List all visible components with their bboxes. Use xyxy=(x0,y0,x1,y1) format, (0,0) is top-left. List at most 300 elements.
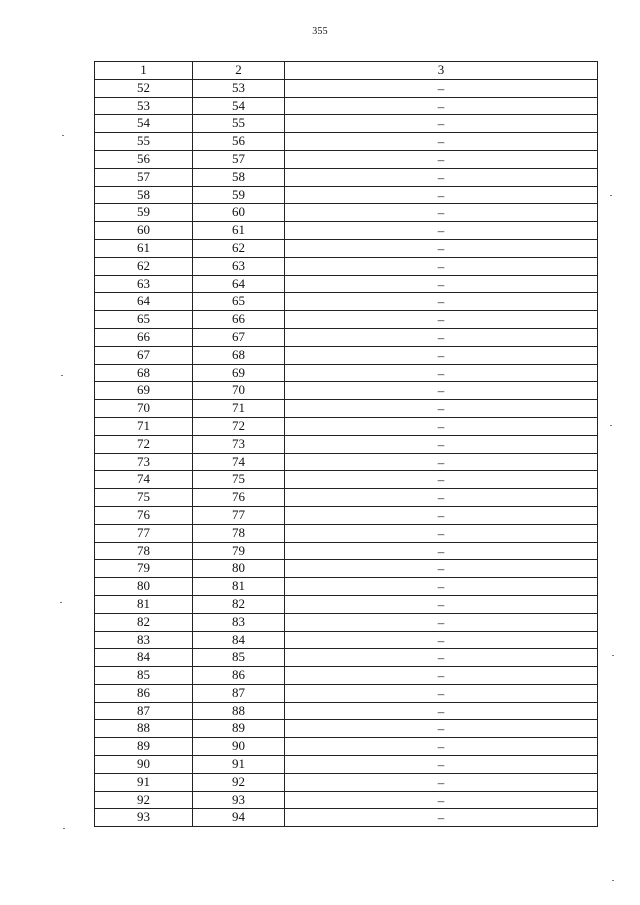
table-row xyxy=(95,791,598,809)
table-row xyxy=(95,311,598,329)
table-cell-col-3 xyxy=(285,115,598,133)
dash-value: – xyxy=(437,490,445,506)
table-cell-col-3 xyxy=(285,684,598,702)
cell-value: 52 xyxy=(137,79,150,95)
cell-value: 61 xyxy=(232,222,245,238)
table-row xyxy=(95,293,598,311)
table-row xyxy=(95,773,598,791)
table-cell-col-3 xyxy=(285,79,598,97)
table-cell-col-2 xyxy=(193,417,285,435)
table-header-row xyxy=(95,62,598,80)
table-cell-col-1 xyxy=(95,773,193,791)
table-cell-col-3 xyxy=(285,257,598,275)
table-cell-col-2 xyxy=(193,471,285,489)
table-cell-col-3 xyxy=(285,560,598,578)
dash-value: – xyxy=(437,169,445,185)
table-cell-col-2 xyxy=(193,631,285,649)
table-row xyxy=(95,382,598,400)
table-cell-col-1 xyxy=(95,738,193,756)
table-cell-col-1 xyxy=(95,293,193,311)
table-row xyxy=(95,720,598,738)
table-cell-col-1 xyxy=(95,97,193,115)
cell-value: 78 xyxy=(137,542,150,558)
table-cell-col-1 xyxy=(95,542,193,560)
table-cell-col-2 xyxy=(193,222,285,240)
cell-value: 75 xyxy=(232,471,245,487)
table-cell-col-2 xyxy=(193,489,285,507)
dash-value: – xyxy=(437,258,445,274)
scan-speck xyxy=(60,602,62,603)
cell-value: 60 xyxy=(137,222,150,238)
table-cell-col-3 xyxy=(285,293,598,311)
cell-value: 58 xyxy=(137,186,150,202)
cell-value: 89 xyxy=(137,738,150,754)
table-row xyxy=(95,239,598,257)
table-row xyxy=(95,631,598,649)
table-cell-col-1 xyxy=(95,382,193,400)
table-cell-col-2 xyxy=(193,773,285,791)
table-cell-col-1 xyxy=(95,168,193,186)
table-cell-col-2 xyxy=(193,79,285,97)
table-cell-col-1 xyxy=(95,684,193,702)
table-row xyxy=(95,649,598,667)
table-row xyxy=(95,542,598,560)
table-row xyxy=(95,150,598,168)
dash-value: – xyxy=(437,347,445,363)
table-cell-col-3 xyxy=(285,417,598,435)
table-cell-col-2 xyxy=(193,524,285,542)
dash-value: – xyxy=(437,685,445,701)
table-cell-col-1 xyxy=(95,417,193,435)
table-cell-col-2 xyxy=(193,578,285,596)
scan-speck xyxy=(61,375,63,376)
table-cell-col-2 xyxy=(193,560,285,578)
table-cell-col-2 xyxy=(193,595,285,613)
dash-value: – xyxy=(437,596,445,612)
cell-value: 64 xyxy=(232,275,245,291)
table-cell-col-2 xyxy=(193,702,285,720)
table-cell-col-2 xyxy=(193,257,285,275)
cell-value: 81 xyxy=(232,578,245,594)
column-header-3: 3 xyxy=(285,62,598,80)
table-cell-col-1 xyxy=(95,667,193,685)
cell-value: 58 xyxy=(232,168,245,184)
cell-value: 63 xyxy=(232,257,245,273)
table-cell-col-3 xyxy=(285,720,598,738)
dash-value: – xyxy=(437,739,445,755)
table-cell-col-3 xyxy=(285,791,598,809)
dash-value: – xyxy=(437,276,445,292)
table-cell-col-2 xyxy=(193,613,285,631)
table-row xyxy=(95,684,598,702)
dash-value: – xyxy=(437,98,445,114)
cell-value: 90 xyxy=(137,756,150,772)
dash-value: – xyxy=(437,507,445,523)
cell-value: 53 xyxy=(232,79,245,95)
dash-value: – xyxy=(437,418,445,434)
dash-value: – xyxy=(437,614,445,630)
dash-value: – xyxy=(437,329,445,345)
table-row xyxy=(95,364,598,382)
table-row xyxy=(95,809,598,827)
table-cell-col-1 xyxy=(95,186,193,204)
table-cell-col-1 xyxy=(95,328,193,346)
table-cell-col-1 xyxy=(95,275,193,293)
cell-value: 87 xyxy=(137,702,150,718)
cell-value: 71 xyxy=(137,417,150,433)
cell-value: 57 xyxy=(137,168,150,184)
table-cell-col-1 xyxy=(95,613,193,631)
table-row xyxy=(95,667,598,685)
data-table-container xyxy=(94,61,598,827)
table-cell-col-2 xyxy=(193,275,285,293)
table-cell-col-3 xyxy=(285,773,598,791)
cell-value: 86 xyxy=(232,667,245,683)
table-cell-col-1 xyxy=(95,204,193,222)
table-row xyxy=(95,524,598,542)
cell-value: 88 xyxy=(232,702,245,718)
table-row xyxy=(95,97,598,115)
table-cell-col-2 xyxy=(193,400,285,418)
table-cell-col-2 xyxy=(193,720,285,738)
table-cell-col-2 xyxy=(193,453,285,471)
cell-value: 82 xyxy=(232,595,245,611)
table-row xyxy=(95,489,598,507)
table-cell-col-3 xyxy=(285,97,598,115)
data-table xyxy=(94,61,598,827)
dash-value: – xyxy=(437,383,445,399)
table-row xyxy=(95,453,598,471)
table-cell-col-1 xyxy=(95,489,193,507)
table-cell-col-3 xyxy=(285,150,598,168)
dash-value: – xyxy=(437,650,445,666)
cell-value: 78 xyxy=(232,524,245,540)
table-cell-col-3 xyxy=(285,542,598,560)
cell-value: 57 xyxy=(232,150,245,166)
dash-value: – xyxy=(437,792,445,808)
table-cell-col-1 xyxy=(95,453,193,471)
cell-value: 79 xyxy=(137,560,150,576)
table-cell-col-2 xyxy=(193,328,285,346)
dash-value: – xyxy=(437,365,445,381)
cell-value: 62 xyxy=(137,257,150,273)
cell-value: 53 xyxy=(137,97,150,113)
table-cell-col-1 xyxy=(95,809,193,827)
cell-value: 54 xyxy=(137,115,150,131)
cell-value: 80 xyxy=(137,578,150,594)
cell-value: 77 xyxy=(232,506,245,522)
table-cell-col-3 xyxy=(285,204,598,222)
dash-value: – xyxy=(437,151,445,167)
cell-value: 87 xyxy=(232,684,245,700)
cell-value: 85 xyxy=(137,667,150,683)
table-row xyxy=(95,346,598,364)
table-cell-col-1 xyxy=(95,471,193,489)
dash-value: – xyxy=(437,454,445,470)
table-row xyxy=(95,738,598,756)
cell-value: 79 xyxy=(232,542,245,558)
dash-value: – xyxy=(437,240,445,256)
table-cell-col-3 xyxy=(285,222,598,240)
table-cell-col-2 xyxy=(193,186,285,204)
table-cell-col-1 xyxy=(95,435,193,453)
scan-speck xyxy=(62,135,64,136)
cell-value: 59 xyxy=(137,204,150,220)
cell-value: 66 xyxy=(137,328,150,344)
table-cell-col-3 xyxy=(285,631,598,649)
dash-value: – xyxy=(437,757,445,773)
table-row xyxy=(95,186,598,204)
dash-value: – xyxy=(437,223,445,239)
table-cell-col-3 xyxy=(285,435,598,453)
cell-value: 76 xyxy=(137,506,150,522)
table-row xyxy=(95,506,598,524)
table-cell-col-1 xyxy=(95,133,193,151)
table-row xyxy=(95,435,598,453)
table-cell-col-3 xyxy=(285,649,598,667)
table-row xyxy=(95,275,598,293)
table-row xyxy=(95,756,598,774)
table-row xyxy=(95,702,598,720)
cell-value: 72 xyxy=(232,417,245,433)
cell-value: 82 xyxy=(137,613,150,629)
table-cell-col-2 xyxy=(193,346,285,364)
cell-value: 74 xyxy=(137,471,150,487)
table-cell-col-2 xyxy=(193,791,285,809)
table-cell-col-3 xyxy=(285,311,598,329)
cell-value: 67 xyxy=(232,328,245,344)
table-cell-col-3 xyxy=(285,168,598,186)
table-cell-col-3 xyxy=(285,471,598,489)
column-header-1: 1 xyxy=(95,62,193,80)
cell-value: 65 xyxy=(137,311,150,327)
cell-value: 65 xyxy=(232,293,245,309)
table-cell-col-1 xyxy=(95,150,193,168)
cell-value: 69 xyxy=(232,364,245,380)
table-cell-col-2 xyxy=(193,382,285,400)
table-cell-col-2 xyxy=(193,649,285,667)
table-cell-col-1 xyxy=(95,560,193,578)
dash-value: – xyxy=(437,703,445,719)
table-cell-col-3 xyxy=(285,133,598,151)
cell-value: 67 xyxy=(137,346,150,362)
table-cell-col-1 xyxy=(95,720,193,738)
dash-value: – xyxy=(437,561,445,577)
cell-value: 70 xyxy=(137,400,150,416)
cell-value: 83 xyxy=(137,631,150,647)
dash-value: – xyxy=(437,668,445,684)
table-cell-col-3 xyxy=(285,239,598,257)
table-row xyxy=(95,328,598,346)
table-cell-col-3 xyxy=(285,453,598,471)
table-row xyxy=(95,560,598,578)
table-cell-col-1 xyxy=(95,239,193,257)
table-cell-col-3 xyxy=(285,275,598,293)
table-cell-col-1 xyxy=(95,400,193,418)
dash-value: – xyxy=(437,205,445,221)
table-cell-col-1 xyxy=(95,79,193,97)
table-cell-col-1 xyxy=(95,346,193,364)
table-cell-col-1 xyxy=(95,257,193,275)
table-cell-col-2 xyxy=(193,738,285,756)
cell-value: 56 xyxy=(232,133,245,149)
cell-value: 55 xyxy=(232,115,245,131)
dash-value: – xyxy=(437,312,445,328)
cell-value: 80 xyxy=(232,560,245,576)
table-body xyxy=(95,79,598,826)
dash-value: – xyxy=(437,721,445,737)
table-cell-col-3 xyxy=(285,667,598,685)
cell-value: 60 xyxy=(232,204,245,220)
table-cell-col-2 xyxy=(193,97,285,115)
table-cell-col-3 xyxy=(285,595,598,613)
table-cell-col-3 xyxy=(285,756,598,774)
cell-value: 61 xyxy=(137,239,150,255)
cell-value: 85 xyxy=(232,649,245,665)
table-row xyxy=(95,79,598,97)
cell-value: 70 xyxy=(232,382,245,398)
scan-speck xyxy=(612,880,614,881)
table-row xyxy=(95,222,598,240)
table-cell-col-1 xyxy=(95,756,193,774)
cell-value: 93 xyxy=(137,809,150,825)
scan-speck xyxy=(610,195,612,196)
table-row xyxy=(95,578,598,596)
cell-value: 59 xyxy=(232,186,245,202)
cell-value: 73 xyxy=(232,435,245,451)
dash-value: – xyxy=(437,134,445,150)
table-row xyxy=(95,400,598,418)
cell-value: 77 xyxy=(137,524,150,540)
dash-value: – xyxy=(437,579,445,595)
cell-value: 54 xyxy=(232,97,245,113)
dash-value: – xyxy=(437,632,445,648)
table-cell-col-3 xyxy=(285,506,598,524)
table-cell-col-2 xyxy=(193,667,285,685)
table-cell-col-3 xyxy=(285,524,598,542)
table-cell-col-1 xyxy=(95,791,193,809)
table-row xyxy=(95,471,598,489)
cell-value: 74 xyxy=(232,453,245,469)
table-cell-col-3 xyxy=(285,346,598,364)
cell-value: 93 xyxy=(232,791,245,807)
cell-value: 94 xyxy=(232,809,245,825)
dash-value: – xyxy=(437,774,445,790)
cell-value: 88 xyxy=(137,720,150,736)
cell-value: 91 xyxy=(232,756,245,772)
dash-value: – xyxy=(437,543,445,559)
table-cell-col-1 xyxy=(95,595,193,613)
table-cell-col-3 xyxy=(285,702,598,720)
table-cell-col-3 xyxy=(285,809,598,827)
dash-value: – xyxy=(437,116,445,132)
table-cell-col-3 xyxy=(285,328,598,346)
table-cell-col-1 xyxy=(95,364,193,382)
table-cell-col-3 xyxy=(285,489,598,507)
table-row xyxy=(95,133,598,151)
table-cell-col-1 xyxy=(95,649,193,667)
cell-value: 71 xyxy=(232,400,245,416)
table-row xyxy=(95,417,598,435)
table-cell-col-1 xyxy=(95,115,193,133)
table-cell-col-2 xyxy=(193,684,285,702)
dash-value: – xyxy=(437,187,445,203)
table-cell-col-1 xyxy=(95,702,193,720)
table-cell-col-3 xyxy=(285,578,598,596)
table-cell-col-2 xyxy=(193,364,285,382)
table-cell-col-2 xyxy=(193,204,285,222)
table-cell-col-2 xyxy=(193,506,285,524)
table-cell-col-1 xyxy=(95,222,193,240)
table-cell-col-2 xyxy=(193,311,285,329)
table-cell-col-2 xyxy=(193,293,285,311)
cell-value: 90 xyxy=(232,738,245,754)
cell-value: 55 xyxy=(137,133,150,149)
scan-speck xyxy=(610,425,612,426)
cell-value: 73 xyxy=(137,453,150,469)
table-cell-col-1 xyxy=(95,506,193,524)
cell-value: 68 xyxy=(232,346,245,362)
table-cell-col-3 xyxy=(285,186,598,204)
table-row xyxy=(95,204,598,222)
table-cell-col-3 xyxy=(285,364,598,382)
dash-value: – xyxy=(437,80,445,96)
cell-value: 92 xyxy=(137,791,150,807)
table-row xyxy=(95,595,598,613)
table-cell-col-2 xyxy=(193,168,285,186)
cell-value: 69 xyxy=(137,382,150,398)
cell-value: 83 xyxy=(232,613,245,629)
cell-value: 72 xyxy=(137,435,150,451)
table-cell-col-2 xyxy=(193,115,285,133)
cell-value: 68 xyxy=(137,364,150,380)
cell-value: 89 xyxy=(232,720,245,736)
dash-value: – xyxy=(437,810,445,826)
table-cell-col-1 xyxy=(95,524,193,542)
dash-value: – xyxy=(437,401,445,417)
page-number: 355 xyxy=(312,26,328,37)
table-cell-col-2 xyxy=(193,542,285,560)
dash-value: – xyxy=(437,294,445,310)
table-row xyxy=(95,613,598,631)
dash-value: – xyxy=(437,472,445,488)
column-header-2: 2 xyxy=(193,62,285,80)
table-cell-col-2 xyxy=(193,150,285,168)
table-cell-col-1 xyxy=(95,578,193,596)
table-cell-col-3 xyxy=(285,613,598,631)
dash-value: – xyxy=(437,436,445,452)
cell-value: 92 xyxy=(232,773,245,789)
table-cell-col-2 xyxy=(193,239,285,257)
cell-value: 63 xyxy=(137,275,150,291)
cell-value: 81 xyxy=(137,595,150,611)
cell-value: 76 xyxy=(232,489,245,505)
cell-value: 56 xyxy=(137,150,150,166)
table-cell-col-1 xyxy=(95,631,193,649)
table-row xyxy=(95,257,598,275)
cell-value: 62 xyxy=(232,239,245,255)
cell-value: 66 xyxy=(232,311,245,327)
table-cell-col-3 xyxy=(285,400,598,418)
table-row xyxy=(95,168,598,186)
scan-speck xyxy=(63,828,65,829)
table-cell-col-1 xyxy=(95,311,193,329)
table-cell-col-2 xyxy=(193,435,285,453)
table-cell-col-2 xyxy=(193,756,285,774)
table-cell-col-2 xyxy=(193,133,285,151)
table-cell-col-3 xyxy=(285,738,598,756)
cell-value: 84 xyxy=(232,631,245,647)
